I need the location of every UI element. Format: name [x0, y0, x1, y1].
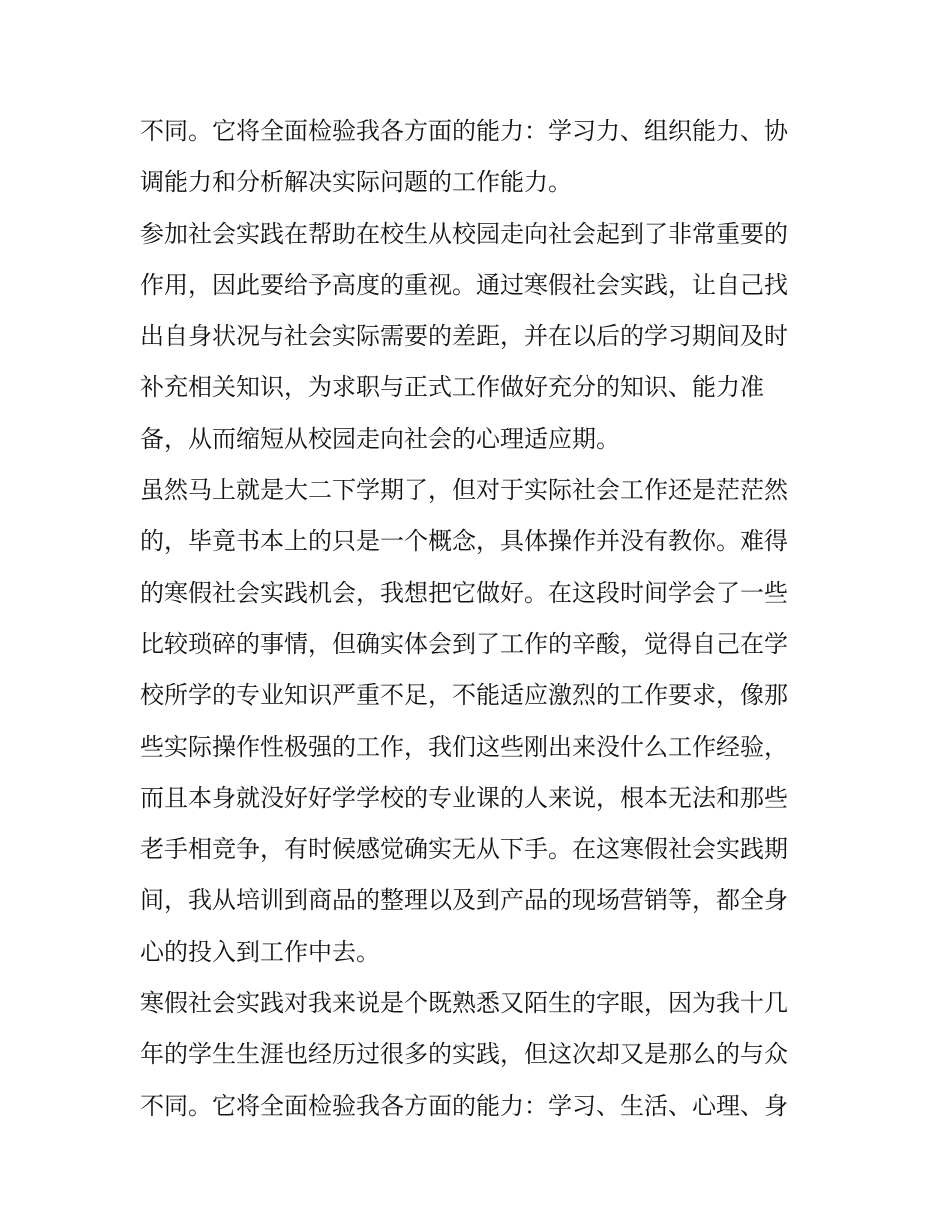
text-line: 参加社会实践在帮助在校生从校园走向社会起到了非常重要的	[140, 219, 788, 248]
text-line: 虽然马上就是大二下学期了，但对于实际社会工作还是茫茫然	[140, 476, 788, 505]
text-line: 心的投入到工作中去。	[140, 937, 380, 966]
text-line: 些实际操作性极强的工作，我们这些刚出来没什么工作经验，	[140, 732, 788, 761]
text-line: 寒假社会实践对我来说是个既熟悉又陌生的字眼，因为我十几	[140, 989, 788, 1018]
text-line: 不同。它将全面检验我各方面的能力：学习力、组织能力、协	[140, 117, 788, 145]
text-line: 调能力和分析解决实际问题的工作能力。	[140, 168, 572, 197]
text-line: 老手相竞争，有时候感觉确实无从下手。在这寒假社会实践期	[140, 835, 788, 864]
text-line: 间，我从培训到商品的整理以及到产品的现场营销等，都全身	[140, 886, 788, 915]
text-line: 补充相关知识，为求职与正式工作做好充分的知识、能力准	[140, 373, 764, 402]
text-line: 比较琐碎的事情，但确实体会到了工作的辛酸，觉得自己在学	[140, 629, 788, 658]
text-line: 的，毕竟书本上的只是一个概念，具体操作并没有教你。难得	[140, 527, 788, 556]
text-line: 年的学生生涯也经历过很多的实践，但这次却又是那么的与众	[140, 1040, 788, 1069]
document-body	[140, 106, 820, 1132]
text-line: 不同。它将全面检验我各方面的能力：学习、生活、心理、身	[140, 1091, 788, 1120]
text-line: 出自身状况与社会实际需要的差距，并在以后的学习期间及时	[140, 322, 788, 351]
text-line: 作用，因此要给予高度的重视。通过寒假社会实践，让自己找	[140, 270, 788, 299]
text-line: 的寒假社会实践机会，我想把它做好。在这段时间学会了一些	[140, 578, 788, 607]
text-line: 校所学的专业知识严重不足，不能适应激烈的工作要求，像那	[140, 681, 788, 710]
text-line: 而且本身就没好好学学校的专业课的人来说，根本无法和那些	[140, 783, 788, 812]
text-line: 备，从而缩短从校园走向社会的心理适应期。	[140, 424, 620, 453]
